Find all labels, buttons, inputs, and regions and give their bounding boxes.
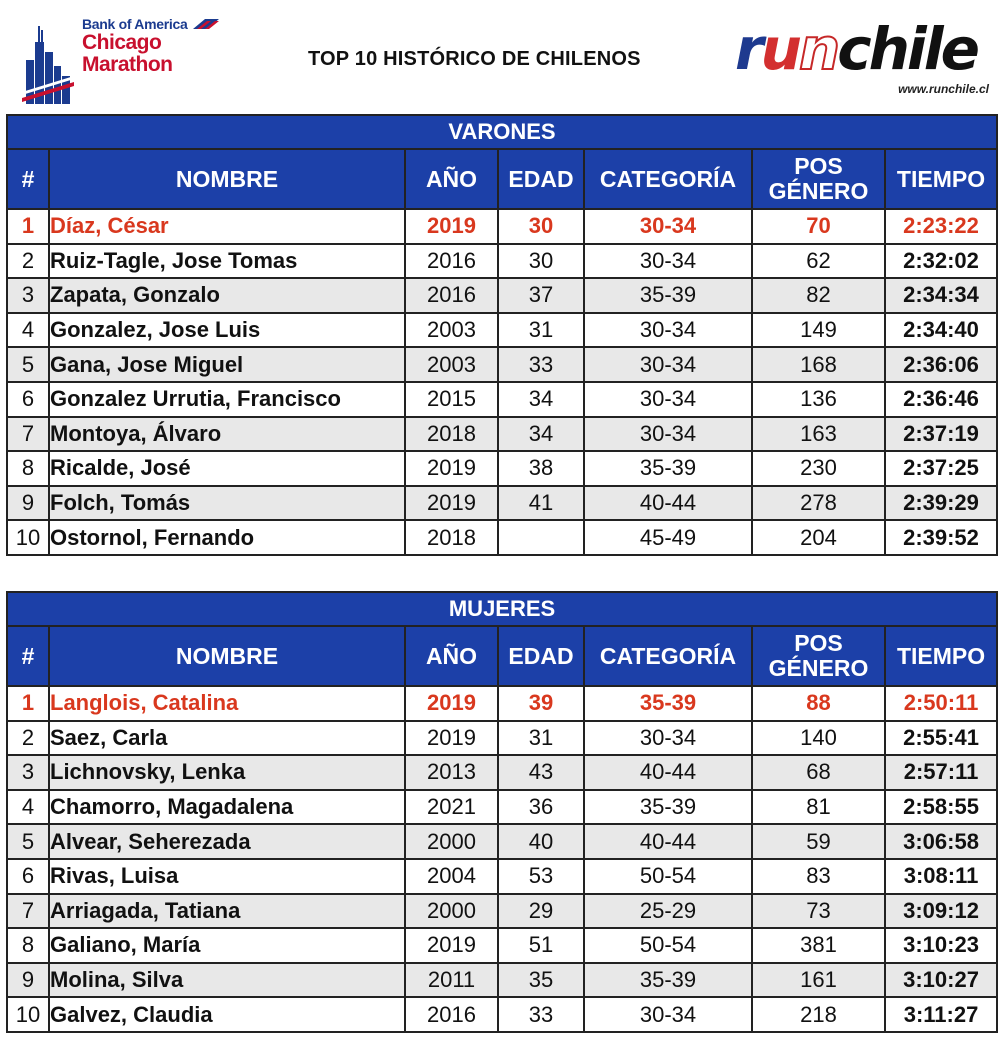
position-cell: 168 — [752, 347, 885, 382]
name-cell: Ostornol, Fernando — [49, 520, 405, 555]
age-cell: 39 — [498, 686, 584, 721]
name-cell: Galvez, Claudia — [49, 997, 405, 1032]
category-cell: 30-34 — [584, 997, 752, 1032]
col-age-header: EDAD — [498, 626, 584, 686]
time-cell: 3:10:23 — [885, 928, 997, 963]
position-cell: 230 — [752, 451, 885, 486]
men-rows — [7, 209, 997, 555]
age-cell: 30 — [498, 244, 584, 279]
category-cell: 50-54 — [584, 859, 752, 894]
rank-cell: 9 — [7, 486, 49, 521]
name-cell: Arriagada, Tatiana — [49, 894, 405, 929]
name-cell: Lichnovsky, Lenka — [49, 755, 405, 790]
rank-cell: 7 — [7, 894, 49, 929]
position-cell: 88 — [752, 686, 885, 721]
rank-cell: 1 — [7, 686, 49, 721]
rank-cell: 5 — [7, 347, 49, 382]
year-cell: 2018 — [405, 417, 498, 452]
boa-brand-text: Bank of America — [82, 16, 188, 32]
marathon-line1: Chicago — [82, 31, 162, 54]
age-cell: 33 — [498, 997, 584, 1032]
table-row — [7, 928, 997, 963]
marathon-line2: Marathon — [82, 53, 173, 76]
position-cell: 140 — [752, 721, 885, 756]
col-time-header: TIEMPO — [885, 149, 997, 209]
skyline-icon — [22, 20, 74, 104]
age-cell: 38 — [498, 451, 584, 486]
time-cell: 2:23:22 — [885, 209, 997, 244]
table-row — [7, 417, 997, 452]
year-cell: 2015 — [405, 382, 498, 417]
table-row — [7, 278, 997, 313]
col-category-header: CATEGORÍA — [584, 149, 752, 209]
category-cell: 30-34 — [584, 417, 752, 452]
name-cell: Zapata, Gonzalo — [49, 278, 405, 313]
time-cell: 2:39:52 — [885, 520, 997, 555]
col-year-header: AÑO — [405, 626, 498, 686]
position-cell: 218 — [752, 997, 885, 1032]
year-cell: 2021 — [405, 790, 498, 825]
col-rank-header: # — [7, 626, 49, 686]
category-cell: 40-44 — [584, 824, 752, 859]
rank-cell: 2 — [7, 721, 49, 756]
time-cell: 3:10:27 — [885, 963, 997, 998]
men-column-headers — [7, 149, 997, 209]
name-cell: Molina, Silva — [49, 963, 405, 998]
women-results-table — [6, 591, 998, 1033]
position-cell: 82 — [752, 278, 885, 313]
runchile-letter-r: r — [735, 15, 761, 83]
men-section-title: VARONES — [7, 115, 997, 149]
category-cell: 35-39 — [584, 790, 752, 825]
runchile-letter-n: n — [798, 15, 838, 83]
age-cell: 43 — [498, 755, 584, 790]
col-pos-line1: POS — [794, 153, 843, 179]
col-pos-line2: GÉNERO — [768, 655, 869, 681]
time-cell: 3:11:27 — [885, 997, 997, 1032]
name-cell: Rivas, Luisa — [49, 859, 405, 894]
rank-cell: 3 — [7, 755, 49, 790]
position-cell: 83 — [752, 859, 885, 894]
name-cell: Folch, Tomás — [49, 486, 405, 521]
rank-cell: 2 — [7, 244, 49, 279]
category-cell: 35-39 — [584, 686, 752, 721]
year-cell: 2003 — [405, 347, 498, 382]
time-cell: 2:50:11 — [885, 686, 997, 721]
rank-cell: 10 — [7, 520, 49, 555]
position-cell: 136 — [752, 382, 885, 417]
time-cell: 2:34:34 — [885, 278, 997, 313]
name-cell: Langlois, Catalina — [49, 686, 405, 721]
table-row — [7, 755, 997, 790]
name-cell: Galiano, María — [49, 928, 405, 963]
col-time-header: TIEMPO — [885, 626, 997, 686]
table-row — [7, 486, 997, 521]
rank-cell: 4 — [7, 790, 49, 825]
category-cell: 40-44 — [584, 755, 752, 790]
age-cell: 51 — [498, 928, 584, 963]
col-rank-header: # — [7, 149, 49, 209]
runchile-word-chile: chile — [837, 15, 977, 83]
name-cell: Ricalde, José — [49, 451, 405, 486]
age-cell: 37 — [498, 278, 584, 313]
year-cell: 2003 — [405, 313, 498, 348]
rank-cell: 8 — [7, 451, 49, 486]
col-pos-header — [752, 626, 885, 686]
time-cell: 2:39:29 — [885, 486, 997, 521]
col-age-header: EDAD — [498, 149, 584, 209]
age-cell: 33 — [498, 347, 584, 382]
runchile-url: www.runchile.cl — [898, 82, 989, 96]
year-cell: 2019 — [405, 451, 498, 486]
age-cell: 31 — [498, 313, 584, 348]
time-cell: 2:37:25 — [885, 451, 997, 486]
year-cell: 2019 — [405, 721, 498, 756]
position-cell: 204 — [752, 520, 885, 555]
time-cell: 2:55:41 — [885, 721, 997, 756]
year-cell: 2000 — [405, 894, 498, 929]
women-rows — [7, 686, 997, 1032]
rank-cell: 9 — [7, 963, 49, 998]
rank-cell: 4 — [7, 313, 49, 348]
age-cell: 30 — [498, 209, 584, 244]
table-row — [7, 894, 997, 929]
year-cell: 2011 — [405, 963, 498, 998]
position-cell: 59 — [752, 824, 885, 859]
women-column-headers — [7, 626, 997, 686]
col-pos-line2: GÉNERO — [768, 178, 869, 204]
name-cell: Díaz, César — [49, 209, 405, 244]
category-cell: 30-34 — [584, 313, 752, 348]
col-pos-line1: POS — [794, 630, 843, 656]
table-row — [7, 520, 997, 555]
rank-cell: 3 — [7, 278, 49, 313]
col-category-header: CATEGORÍA — [584, 626, 752, 686]
table-row — [7, 997, 997, 1032]
women-section-title: MUJERES — [7, 592, 997, 626]
category-cell: 35-39 — [584, 451, 752, 486]
year-cell: 2016 — [405, 278, 498, 313]
age-cell: 53 — [498, 859, 584, 894]
time-cell: 2:37:19 — [885, 417, 997, 452]
age-cell: 35 — [498, 963, 584, 998]
year-cell: 2019 — [405, 486, 498, 521]
position-cell: 163 — [752, 417, 885, 452]
table-row — [7, 686, 997, 721]
name-cell: Ruiz-Tagle, Jose Tomas — [49, 244, 405, 279]
col-name-header: NOMBRE — [49, 626, 405, 686]
table-row — [7, 790, 997, 825]
chicago-marathon-logo — [22, 12, 232, 96]
time-cell: 3:06:58 — [885, 824, 997, 859]
category-cell: 30-34 — [584, 382, 752, 417]
table-row — [7, 859, 997, 894]
col-year-header: AÑO — [405, 149, 498, 209]
age-cell: 40 — [498, 824, 584, 859]
age-cell — [498, 520, 584, 555]
runchile-logo — [735, 14, 997, 104]
table-row — [7, 313, 997, 348]
time-cell: 2:34:40 — [885, 313, 997, 348]
name-cell: Gonzalez, Jose Luis — [49, 313, 405, 348]
time-cell: 2:32:02 — [885, 244, 997, 279]
position-cell: 73 — [752, 894, 885, 929]
table-row — [7, 209, 997, 244]
rank-cell: 6 — [7, 382, 49, 417]
age-cell: 36 — [498, 790, 584, 825]
position-cell: 62 — [752, 244, 885, 279]
year-cell: 2019 — [405, 928, 498, 963]
name-cell: Alvear, Seherezada — [49, 824, 405, 859]
time-cell: 3:08:11 — [885, 859, 997, 894]
runchile-letter-u: u — [760, 15, 799, 83]
position-cell: 278 — [752, 486, 885, 521]
year-cell: 2016 — [405, 244, 498, 279]
page-title: TOP 10 HISTÓRICO DE CHILENOS — [308, 48, 641, 70]
year-cell: 2016 — [405, 997, 498, 1032]
rank-cell: 8 — [7, 928, 49, 963]
age-cell: 41 — [498, 486, 584, 521]
category-cell: 35-39 — [584, 278, 752, 313]
time-cell: 3:09:12 — [885, 894, 997, 929]
col-name-header: NOMBRE — [49, 149, 405, 209]
category-cell: 30-34 — [584, 721, 752, 756]
name-cell: Gana, Jose Miguel — [49, 347, 405, 382]
category-cell: 40-44 — [584, 486, 752, 521]
rank-cell: 10 — [7, 997, 49, 1032]
age-cell: 34 — [498, 417, 584, 452]
position-cell: 68 — [752, 755, 885, 790]
name-cell: Gonzalez Urrutia, Francisco — [49, 382, 405, 417]
category-cell: 45-49 — [584, 520, 752, 555]
position-cell: 381 — [752, 928, 885, 963]
time-cell: 2:58:55 — [885, 790, 997, 825]
table-row — [7, 963, 997, 998]
name-cell: Saez, Carla — [49, 721, 405, 756]
men-results-table — [6, 114, 998, 556]
position-cell: 70 — [752, 209, 885, 244]
position-cell: 161 — [752, 963, 885, 998]
category-cell: 30-34 — [584, 347, 752, 382]
position-cell: 149 — [752, 313, 885, 348]
boa-flag-icon — [191, 17, 221, 31]
category-cell: 50-54 — [584, 928, 752, 963]
rank-cell: 1 — [7, 209, 49, 244]
rank-cell: 6 — [7, 859, 49, 894]
category-cell: 30-34 — [584, 244, 752, 279]
name-cell: Chamorro, Magadalena — [49, 790, 405, 825]
year-cell: 2013 — [405, 755, 498, 790]
table-row — [7, 721, 997, 756]
table-row — [7, 244, 997, 279]
age-cell: 34 — [498, 382, 584, 417]
category-cell: 30-34 — [584, 209, 752, 244]
time-cell: 2:36:46 — [885, 382, 997, 417]
age-cell: 31 — [498, 721, 584, 756]
table-row — [7, 382, 997, 417]
year-cell: 2018 — [405, 520, 498, 555]
time-cell: 2:36:06 — [885, 347, 997, 382]
age-cell: 29 — [498, 894, 584, 929]
table-row — [7, 451, 997, 486]
page-header — [0, 0, 1000, 112]
category-cell: 25-29 — [584, 894, 752, 929]
position-cell: 81 — [752, 790, 885, 825]
col-pos-header — [752, 149, 885, 209]
year-cell: 2000 — [405, 824, 498, 859]
name-cell: Montoya, Álvaro — [49, 417, 405, 452]
category-cell: 35-39 — [584, 963, 752, 998]
table-row — [7, 347, 997, 382]
rank-cell: 7 — [7, 417, 49, 452]
year-cell: 2019 — [405, 209, 498, 244]
table-row — [7, 824, 997, 859]
time-cell: 2:57:11 — [885, 755, 997, 790]
year-cell: 2004 — [405, 859, 498, 894]
rank-cell: 5 — [7, 824, 49, 859]
year-cell: 2019 — [405, 686, 498, 721]
